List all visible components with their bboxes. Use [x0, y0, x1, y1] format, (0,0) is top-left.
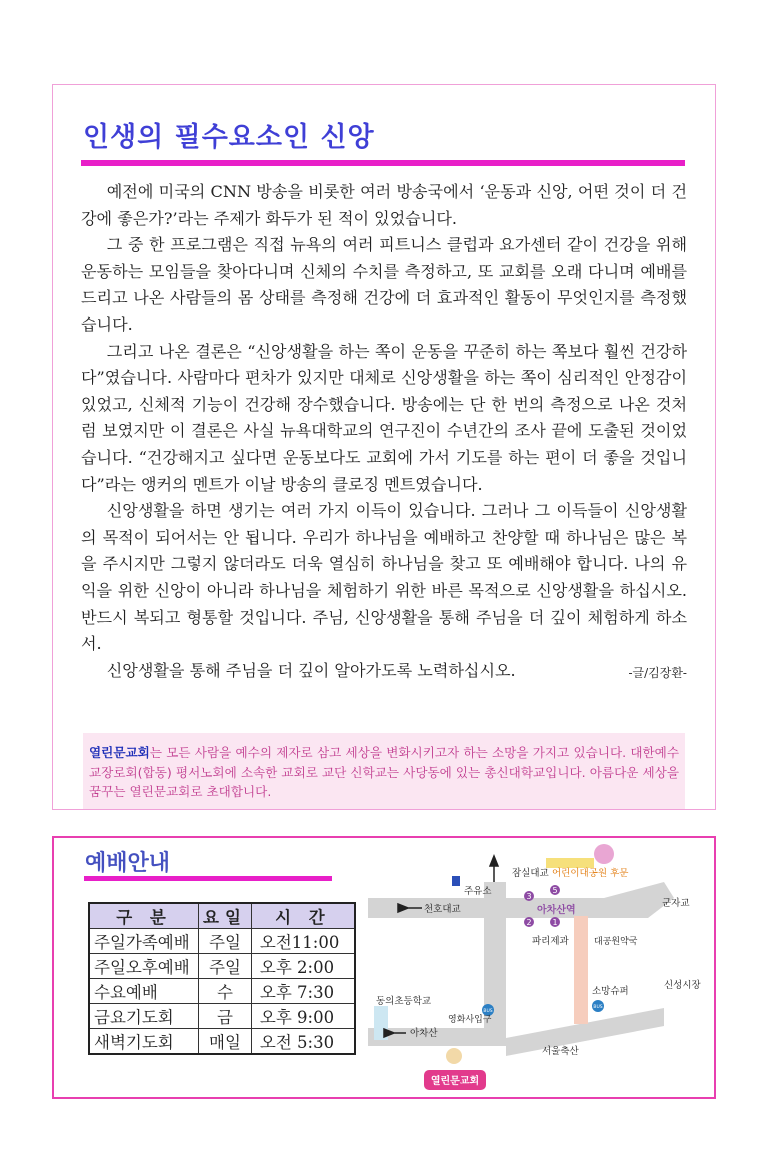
- author-signature: -글/김장환-: [628, 665, 687, 680]
- service-day: 주일: [199, 929, 252, 954]
- bus-label: BUS: [593, 1005, 603, 1010]
- service-day: 매일: [199, 1029, 252, 1055]
- table-row: [89, 979, 355, 1004]
- bus-label: BUS: [483, 1009, 493, 1014]
- service-day: 수: [199, 979, 252, 1004]
- service-title: 예배안내: [85, 851, 171, 876]
- map-label-gas-station: 주유소: [464, 886, 492, 897]
- map-label-dongui: 동의초등학교: [376, 996, 432, 1007]
- article-paragraph: 그 중 한 프로그램은 직접 뉴욕의 여러 피트니스 클럽과 요가센터 같이 건강을 위해 운동하는 모임들을 찾아다니며 신체의 수치를 측정하고, 또 교회를 오래 다니며 예배를 드리고 나온 사람들의 몸 상태를 측정해 건강에 더 효과적인 활동이 무엇인지를 측정했습니다.: [81, 235, 687, 334]
- map-label-seoul-butcher: 서울축산: [542, 1046, 579, 1057]
- park-flowers-icon: [546, 858, 594, 868]
- map-label-jamsil: 잠실대교: [512, 868, 549, 879]
- service-schedule-table: [88, 902, 356, 1055]
- header-day: 요일: [199, 903, 252, 929]
- service-name: 금요기도회: [89, 1004, 199, 1029]
- service-time: 오후 7:30: [251, 979, 355, 1004]
- service-name: 주일가족예배: [89, 929, 199, 954]
- gas-station-icon: [452, 876, 460, 886]
- park-umbrella-icon: [594, 844, 614, 864]
- map-label-shinseong: 신성시장: [664, 980, 701, 991]
- road-park-lane: [574, 916, 588, 1024]
- map-label-cheonho: 천호대교: [424, 904, 461, 915]
- service-info-box: [52, 836, 716, 1099]
- church-building-icon: [446, 1048, 462, 1064]
- article-paragraph: 예전에 미국의 CNN 방송을 비롯한 여러 방송국에서 ‘운동과 신앙, 어떤 것이 더 건강에 좋은가?’라는 주제가 화두가 된 적이 있었습니다.: [81, 182, 687, 228]
- service-time: 오후 2:00: [251, 954, 355, 979]
- service-time: 오전11:00: [251, 929, 355, 954]
- map-label-church: 열린문교회: [430, 1076, 480, 1087]
- service-day: 금: [199, 1004, 252, 1029]
- service-name: 주일오후예배: [89, 954, 199, 979]
- table-row: [89, 1004, 355, 1029]
- map-label-paris: 파리제과: [532, 936, 569, 947]
- church-name: 열린문교회: [89, 745, 150, 760]
- article-box: [52, 84, 716, 810]
- service-name: 새벽기도회: [89, 1029, 199, 1055]
- service-day: 주일: [199, 954, 252, 979]
- header-time: 시 간: [251, 903, 355, 929]
- title-underline: [81, 160, 685, 166]
- service-name: 수요예배: [89, 979, 199, 1004]
- table-row: [89, 929, 355, 954]
- article-paragraph: 신앙생활을 하면 생기는 여러 가지 이득이 있습니다. 그러나 그 이득들이 신앙생활의 목적이 되어서는 안 됩니다. 우리가 하나님을 예배하고 찬양할 때 하나님은 많은 복을 주시지만 그렇지 않더라도 더욱 열심히 하나님을 찾고 또 예배해야 합니다. 나의 유익을 위한 신앙이 아니라 하나님을 체험하기 위한 바른 목적으로 신앙생활을 하십시오. 반드시 복되고 형통할 것입니다. 주님, 신앙생활을 통해 주님을 더 깊이 체험하게 하소서.: [81, 501, 687, 654]
- table-header-row: [89, 903, 355, 929]
- map-label-pharmacy: 대공원약국: [594, 937, 638, 947]
- service-time: 오후 9:00: [251, 1004, 355, 1029]
- exit-number: 5: [552, 886, 558, 895]
- table-row: [89, 1029, 355, 1055]
- service-time: 오전 5:30: [251, 1029, 355, 1055]
- table-row: [89, 954, 355, 979]
- location-map: [364, 842, 704, 1094]
- exit-number: 2: [526, 918, 532, 927]
- church-intro-text: 는 모든 사람을 예수의 제자로 삼고 세상을 변화시키고자 하는 소망을 가지고 있습니다. 대한예수교장로회(합동) 평서노회에 소속한 교회로 교단 신학교는 사당동에 있는 총신대학교입니다. 아름다운 세상을 꿈꾸는 열린문교회로 초대합니다.: [89, 745, 679, 799]
- header-category: 구 분: [89, 903, 199, 929]
- article-closing: [81, 658, 687, 685]
- exit-number: 3: [526, 892, 532, 901]
- map-label-achasan-station: 아차산역: [537, 905, 576, 916]
- arrow-up-icon: [490, 856, 498, 882]
- map-label-gunja: 군자교: [662, 898, 690, 909]
- map-label-somang: 소망슈퍼: [592, 986, 629, 997]
- map-label-achasan: 아차산: [410, 1028, 438, 1039]
- map-label-park-gate: 어린이대공원 후문: [552, 868, 629, 879]
- map-label-yeonghwa: 영화사입구: [448, 1015, 492, 1025]
- service-title-underline: [84, 876, 332, 881]
- exit-number: 1: [552, 918, 558, 927]
- article-body: [81, 179, 687, 686]
- church-intro: [83, 733, 685, 809]
- article-closing-text: 신앙생활을 통해 주님을 더 깊이 알아가도록 노력하십시오.: [106, 660, 516, 680]
- article-title: 인생의 필수요소인 신앙: [83, 122, 375, 153]
- article-paragraph: 그리고 나온 결론은 “신앙생활을 하는 쪽이 운동을 꾸준히 하는 쪽보다 훨씬 건강하다”였습니다. 사람마다 편차가 있지만 대체로 신앙생활을 하는 쪽이 심리적인 안정감이 있었고, 신체적 기능이 건강해 장수했습니다. 방송에는 단 한 번의 측정으로 나온 것처럼 보였지만 이 결론은 사실 뉴욕대학교의 연구진이 수년간의 조사 끝에 도출된 것이었습니다. “건강해지고 싶다면 운동보다도 교회에 가서 기도를 하는 편이 더 좋을 것입니다”라는 앵커의 멘트가 이날 방송의 클로징 멘트였습니다.: [81, 341, 687, 494]
